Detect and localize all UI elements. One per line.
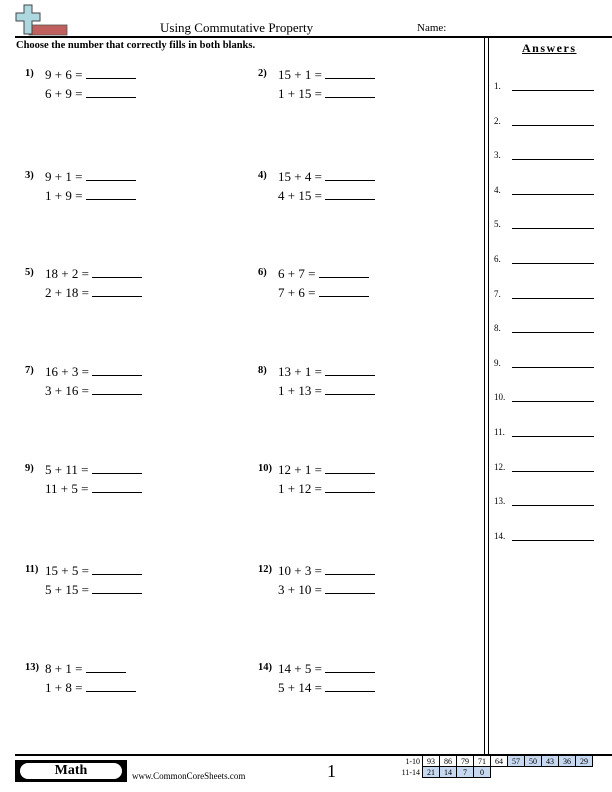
problem-item xyxy=(25,461,225,501)
problem-item xyxy=(25,168,225,208)
equation-line xyxy=(45,562,142,579)
name-label: Name: xyxy=(417,22,447,34)
answer-blank[interactable] xyxy=(86,66,136,79)
problem-number: 13) xyxy=(25,662,39,673)
equation-text: 11 + 5 = xyxy=(45,481,89,496)
answer-blank[interactable] xyxy=(92,461,142,474)
equation-text: 5 + 15 = xyxy=(45,582,89,597)
equation-line xyxy=(45,679,136,696)
equation-text: 10 + 3 = xyxy=(278,563,322,578)
equation-text: 4 + 15 = xyxy=(278,188,322,203)
equation-line xyxy=(45,187,136,204)
answer-blank[interactable] xyxy=(512,125,594,126)
score-key-cell: 7 xyxy=(457,767,474,778)
equation-line xyxy=(45,461,142,478)
problem-number: 11) xyxy=(25,564,39,575)
equation-line xyxy=(278,480,375,497)
worksheet-title: Using Commutative Property xyxy=(160,20,314,35)
equation-text: 6 + 7 = xyxy=(278,266,316,281)
equation-line xyxy=(45,284,142,301)
equation-text: 6 + 9 = xyxy=(45,86,83,101)
score-key-spacer xyxy=(491,767,508,778)
equation-line xyxy=(278,168,375,185)
problem-number: 7) xyxy=(25,365,34,376)
equation-line xyxy=(278,85,375,102)
problem-item xyxy=(25,66,225,106)
equation-line xyxy=(45,85,136,102)
problem-number: 8) xyxy=(258,365,267,376)
problem-number: 1) xyxy=(25,68,34,79)
score-key-label: 1-10 xyxy=(405,756,420,766)
score-key-cell: 0 xyxy=(474,767,491,778)
problem-number: 6) xyxy=(258,267,267,278)
answer-blank[interactable] xyxy=(325,382,375,395)
answer-number: 3. xyxy=(494,150,501,161)
score-key-cell: 50 xyxy=(525,756,542,767)
answer-blank[interactable] xyxy=(325,363,375,376)
equation-line xyxy=(278,284,369,301)
instructions: Choose the number that correctly fills in both blanks. xyxy=(16,40,256,51)
equation-text: 13 + 1 = xyxy=(278,364,322,379)
equation-text: 15 + 5 = xyxy=(45,563,89,578)
answer-blank[interactable] xyxy=(325,660,375,673)
problem-item xyxy=(258,562,458,602)
score-key-spacer xyxy=(508,767,525,778)
answer-blank[interactable] xyxy=(319,284,369,297)
plus-sign-logo-icon xyxy=(12,2,72,36)
score-key-label: 11-14 xyxy=(401,767,420,777)
problem-item xyxy=(258,66,458,106)
equation-line xyxy=(278,265,369,282)
answer-blank[interactable] xyxy=(512,401,594,402)
answer-number: 1. xyxy=(494,81,501,91)
problem-item xyxy=(258,660,458,700)
answer-blank[interactable] xyxy=(92,265,142,278)
equation-text: 14 + 5 = xyxy=(278,661,322,676)
equation-line xyxy=(45,363,142,380)
math-badge xyxy=(15,760,127,782)
answer-blank[interactable] xyxy=(325,168,375,181)
answer-number: 12. xyxy=(494,461,506,472)
equation-line xyxy=(45,581,142,598)
answer-blank[interactable] xyxy=(512,436,594,437)
answer-number: 4. xyxy=(494,184,501,195)
equation-line xyxy=(45,382,142,399)
equation-line xyxy=(278,363,375,380)
answer-blank[interactable] xyxy=(92,581,142,594)
equation-text: 3 + 16 = xyxy=(45,383,89,398)
answer-number: 8. xyxy=(494,323,501,334)
answer-blank[interactable] xyxy=(92,562,142,575)
score-key-cell: 14 xyxy=(440,767,457,778)
score-key-cell: 21 xyxy=(423,767,440,778)
equation-text: 9 + 6 = xyxy=(45,67,83,82)
problem-number: 3) xyxy=(25,170,34,181)
equation-line xyxy=(45,480,142,497)
answer-blank[interactable] xyxy=(325,581,375,594)
answer-blank[interactable] xyxy=(86,168,136,181)
equation-line xyxy=(45,265,142,282)
equation-text: 15 + 1 = xyxy=(278,67,322,82)
equation-line xyxy=(278,66,375,83)
score-key-spacer xyxy=(542,767,559,778)
answer-blank[interactable] xyxy=(512,298,594,299)
equation-line xyxy=(45,660,126,677)
problem-number: 14) xyxy=(258,662,272,673)
score-key-cell: 93 xyxy=(423,756,440,767)
answer-number: 9. xyxy=(494,357,501,368)
answer-blank[interactable] xyxy=(325,187,375,200)
answer-blank[interactable] xyxy=(92,363,142,376)
problem-number: 12) xyxy=(258,564,272,575)
equation-line xyxy=(278,679,375,696)
website-link[interactable]: www.CommonCoreSheets.com xyxy=(132,771,246,781)
score-key-spacer xyxy=(525,767,542,778)
equation-line xyxy=(45,168,136,185)
answer-blank[interactable] xyxy=(325,85,375,98)
score-key-cell: 29 xyxy=(576,756,593,767)
equation-text: 1 + 9 = xyxy=(45,188,83,203)
problem-item xyxy=(258,168,458,208)
answer-number: 11. xyxy=(494,427,505,437)
score-key-cell: 57 xyxy=(508,756,525,767)
answer-blank[interactable] xyxy=(319,265,369,278)
answer-blank[interactable] xyxy=(86,679,136,692)
score-key-cell: 71 xyxy=(474,756,491,767)
equation-line xyxy=(278,461,375,478)
problem-number: 2) xyxy=(258,68,267,79)
answer-blank[interactable] xyxy=(512,90,594,91)
score-key-spacer xyxy=(559,767,576,778)
answer-number: 2. xyxy=(494,115,501,126)
score-key-cell: 86 xyxy=(440,756,457,767)
score-key-spacer xyxy=(576,767,593,778)
equation-text: 5 + 11 = xyxy=(45,462,89,477)
answer-number: 10. xyxy=(494,392,506,403)
problem-number: 9) xyxy=(25,463,34,474)
answer-blank[interactable] xyxy=(512,505,594,506)
answer-blank[interactable] xyxy=(325,679,375,692)
answer-blank[interactable] xyxy=(86,660,126,673)
answer-blank[interactable] xyxy=(86,187,136,200)
equation-text: 7 + 6 = xyxy=(278,285,316,300)
problem-number: 10) xyxy=(258,463,272,474)
equation-line xyxy=(278,187,375,204)
problem-item xyxy=(25,265,225,305)
answer-blank[interactable] xyxy=(512,159,594,160)
problem-number: 4) xyxy=(258,170,267,181)
answer-blank[interactable] xyxy=(86,85,136,98)
answer-blank[interactable] xyxy=(92,382,142,395)
equation-text: 1 + 12 = xyxy=(278,481,322,496)
answer-blank[interactable] xyxy=(512,194,594,195)
answer-blank[interactable] xyxy=(92,480,142,493)
answer-blank[interactable] xyxy=(512,471,594,472)
equation-text: 1 + 15 = xyxy=(278,86,322,101)
score-key-row xyxy=(395,767,593,778)
answer-number: 5. xyxy=(494,219,501,230)
equation-text: 3 + 10 = xyxy=(278,582,322,597)
equation-text: 15 + 4 = xyxy=(278,169,322,184)
score-key-cell: 43 xyxy=(542,756,559,767)
equation-line xyxy=(278,382,375,399)
equation-text: 18 + 2 = xyxy=(45,266,89,281)
answer-blank[interactable] xyxy=(325,562,375,575)
equation-text: 1 + 8 = xyxy=(45,680,83,695)
score-key-cell: 79 xyxy=(457,756,474,767)
problem-number: 5) xyxy=(25,267,34,278)
score-key-cell: 64 xyxy=(491,756,508,767)
page-number: 1 xyxy=(327,761,336,781)
answer-number: 13. xyxy=(494,496,506,507)
answer-blank[interactable] xyxy=(512,332,594,333)
answer-number: 14. xyxy=(494,530,506,541)
equation-text: 9 + 1 = xyxy=(45,169,83,184)
problem-item xyxy=(25,562,225,602)
equation-line xyxy=(278,660,375,677)
score-key-cell: 36 xyxy=(559,756,576,767)
equation-text: 12 + 1 = xyxy=(278,462,322,477)
answer-blank[interactable] xyxy=(512,263,594,264)
column-divider xyxy=(488,37,489,754)
answer-blank[interactable] xyxy=(325,66,375,79)
equation-text: 16 + 3 = xyxy=(45,364,89,379)
column-divider xyxy=(484,37,485,754)
answers-title: Answers xyxy=(522,41,577,55)
equation-text: 5 + 14 = xyxy=(278,680,322,695)
header-rule xyxy=(15,36,612,38)
math-badge-label: Math xyxy=(20,763,122,779)
problem-item xyxy=(258,363,458,403)
problem-item xyxy=(25,660,225,700)
answer-blank[interactable] xyxy=(512,228,594,229)
answer-blank[interactable] xyxy=(512,540,594,541)
problem-item xyxy=(25,363,225,403)
equation-line xyxy=(278,562,375,579)
score-key-row xyxy=(395,756,593,767)
answer-blank[interactable] xyxy=(325,461,375,474)
equation-line xyxy=(45,66,136,83)
equation-text: 2 + 18 = xyxy=(45,285,89,300)
problem-item xyxy=(258,461,458,501)
score-key-table xyxy=(395,755,593,778)
equation-text: 8 + 1 = xyxy=(45,661,83,676)
equation-text: 1 + 13 = xyxy=(278,383,322,398)
answer-blank[interactable] xyxy=(92,284,142,297)
answer-blank[interactable] xyxy=(325,480,375,493)
answer-number: 6. xyxy=(494,254,501,264)
problem-item xyxy=(258,265,458,305)
answer-number: 7. xyxy=(494,288,501,299)
equation-line xyxy=(278,581,375,598)
answer-blank[interactable] xyxy=(512,367,594,368)
